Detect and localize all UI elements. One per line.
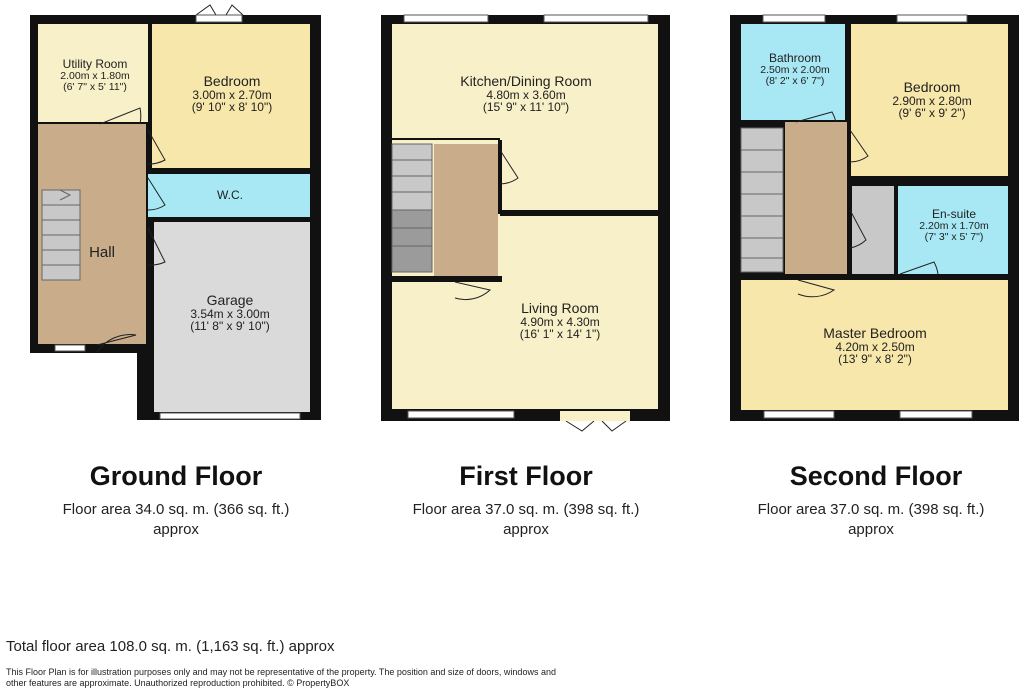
- floor-area-approx: approx: [848, 521, 894, 539]
- room-metric: 2.90m x 2.80m: [892, 93, 972, 108]
- kitchen-right-area: [500, 138, 658, 210]
- ground-stairs: [42, 190, 80, 280]
- ground-floor-title: Ground Floor: [89, 461, 263, 491]
- ground-floor-area: [16, 500, 336, 541]
- room-name: Bathroom: [768, 51, 822, 65]
- room-name: En-suite: [931, 207, 977, 221]
- second-landing-area: [785, 122, 847, 274]
- floor-area-text: Floor area 37.0 sq. m. (398 sq. ft.): [412, 501, 640, 518]
- room-label-wc: [190, 189, 270, 202]
- second-stairs: [741, 128, 783, 272]
- disclaimer-text: This Floor Plan is for illustration purposes only and may not be representative of the property. The position and size of doors, windows and other features are approximate. Unauthorized reproduction prohibited. © PropertyBOX: [6, 667, 556, 688]
- room-label-living: [490, 301, 630, 341]
- room-metric: 4.80m x 3.60m: [486, 87, 566, 102]
- room-name: Kitchen/Dining Room: [460, 73, 592, 89]
- room-label-second-bedroom: [862, 80, 1002, 120]
- floor-area-approx: approx: [153, 521, 199, 539]
- floor-area-text: Floor area 34.0 sq. m. (366 sq. ft.): [62, 501, 290, 518]
- room-imperial: (11' 8" x 9' 10"): [190, 319, 270, 334]
- room-metric: 2.20m x 1.70m: [919, 219, 989, 232]
- room-metric: 2.50m x 2.00m: [760, 63, 830, 76]
- room-name: Garage: [206, 292, 254, 308]
- first-landing-area: [434, 144, 498, 278]
- room-label-kitchen: [446, 74, 606, 114]
- room-label-hall: [82, 245, 122, 261]
- second-floor-area: [716, 500, 1024, 541]
- room-metric: 3.54m x 3.00m: [190, 306, 270, 321]
- room-label-utility: [48, 58, 142, 93]
- total-floor-area: Total floor area 108.0 sq. m. (1,163 sq. ft.) approx: [6, 638, 335, 655]
- room-label-garage: [162, 293, 298, 333]
- room-name: Hall: [89, 244, 115, 261]
- room-imperial: (15' 9" x 11' 10"): [482, 100, 570, 115]
- first-floor-area: [366, 500, 686, 541]
- room-name: Bedroom: [203, 73, 261, 89]
- room-imperial: (8' 2" x 6' 7"): [765, 74, 825, 87]
- cupboard-area: [852, 186, 894, 274]
- room-name: W.C.: [217, 188, 243, 202]
- room-name: Utility Room: [62, 57, 128, 71]
- room-metric: 4.90m x 4.30m: [520, 314, 600, 329]
- room-imperial: (7' 3" x 5' 7"): [924, 230, 984, 243]
- first-floor-title: First Floor: [459, 461, 593, 491]
- room-label-master-bedroom: [800, 326, 950, 366]
- room-imperial: (9' 6" x 9' 2"): [898, 106, 966, 121]
- room-label-bathroom: [748, 52, 842, 87]
- room-label-ground-bedroom: [162, 74, 302, 114]
- room-metric: 4.20m x 2.50m: [835, 339, 915, 354]
- room-metric: 3.00m x 2.70m: [192, 87, 272, 102]
- second-floor-title: Second Floor: [789, 461, 963, 491]
- room-imperial: (6' 7" x 5' 11"): [63, 80, 127, 93]
- room-label-ensuite: [904, 208, 1004, 243]
- first-stairs: [392, 144, 432, 272]
- floor-area-text: Floor area 37.0 sq. m. (398 sq. ft.): [757, 501, 985, 518]
- room-metric: 2.00m x 1.80m: [60, 69, 130, 82]
- room-imperial: (9' 10" x 8' 10"): [191, 100, 273, 115]
- room-imperial: (16' 1" x 14' 1"): [519, 327, 601, 342]
- room-name: Living Room: [521, 300, 599, 316]
- room-name: Master Bedroom: [823, 325, 927, 341]
- room-imperial: (13' 9" x 8' 2"): [838, 352, 912, 367]
- floor-area-approx: approx: [503, 521, 549, 539]
- room-name: Bedroom: [903, 79, 961, 95]
